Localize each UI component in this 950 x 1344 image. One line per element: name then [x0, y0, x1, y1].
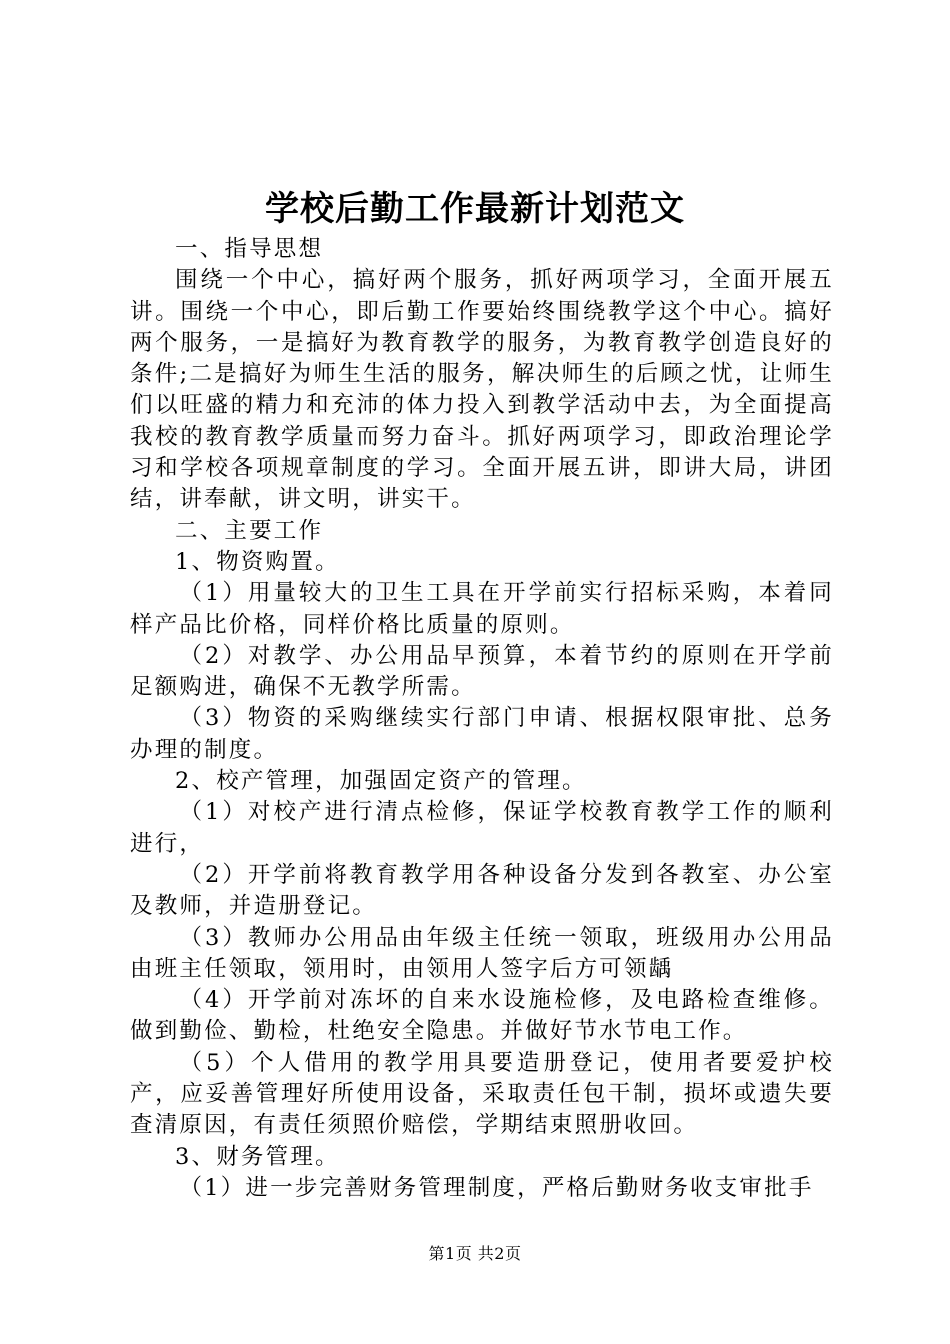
list-item: （2）对教学、办公用品早预算，本着节约的原则在开学前足额购进，确保不无教学所需。	[130, 642, 834, 701]
section-heading: 一、指导思想	[175, 236, 324, 262]
section-heading: 二、主要工作	[175, 517, 324, 544]
page-number-footer: 第1页 共2页	[428, 1244, 522, 1263]
paragraph: 围绕一个中心，搞好两个服务，抓好两项学习，全面开展五讲。围绕一个中心，即后勤工作要始终围绕教学这个中心。搞好两个服务，一是搞好为教育教学的服务，为教育教学创造良好的条件;二是搞好为师生生活的服务，解决师生的后顾之忧，让师生们以旺盛的精力和充沛的体力投入到教学活动中去，为全面提高我校的教育教学质量而努力奋斗。抓好两项学习，即政治理论学习和学校各项规章制度的学习。全面开展五讲，即讲大局，讲团结，讲奉献，讲文明，讲实干。	[130, 267, 834, 513]
document-body	[130, 234, 834, 1204]
subsection-heading: 1、物资购置。	[175, 548, 340, 575]
subsection-heading: 3、财务管理。	[175, 1143, 340, 1170]
list-item: （2）开学前将教育教学用各种设备分发到各教室、办公室及教师，并造册登记。	[130, 861, 834, 920]
list-item: （1）对校产进行清点检修，保证学校教育教学工作的顺利进行，	[130, 799, 834, 857]
list-item: （1）进一步完善财务管理制度，严格后勤财务收支审批手	[179, 1174, 814, 1201]
list-item: （3）物资的采购继续实行部门申请、根据权限审批、总务办理的制度。	[130, 705, 834, 763]
list-item: （4）开学前对冻坏的自来水设施检修，及电路检查维修。做到勤俭、勤检，杜绝安全隐患。并做好节水节电工作。	[130, 987, 834, 1045]
list-item: （1）用量较大的卫生工具在开学前实行招标采购，本着同样产品比价格，同样价格比质量的原则。	[130, 580, 834, 638]
document-title: 学校后勤工作最新计划范文	[265, 189, 685, 229]
subsection-heading: 2、校产管理，加强固定资产的管理。	[175, 768, 587, 795]
list-item: （3）教师办公用品由年级主任统一领取，班级用办公用品由班主任领取，领用时，由领用人签字后方可领龋	[130, 924, 834, 982]
list-item: （5）个人借用的教学用具要造册登记，使用者要爱护校产，应妥善管理好所使用设备，采取责任包干制，损坏或遗失要查清原因，有责任须照价赔偿，学期结束照册收回。	[130, 1049, 834, 1139]
